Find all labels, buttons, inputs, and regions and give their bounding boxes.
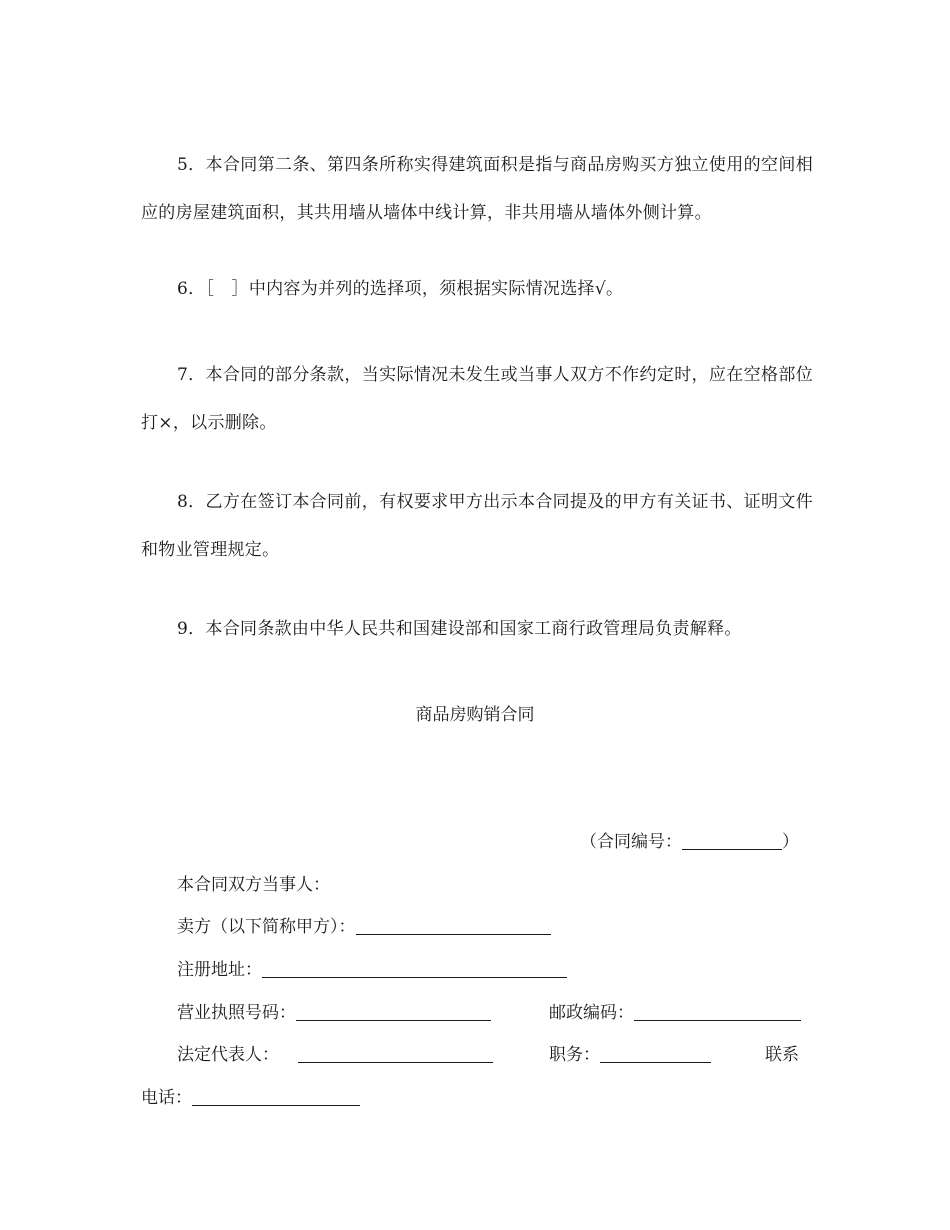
position-line bbox=[549, 1043, 711, 1067]
clause-9: 9．本合同条款由中华人民共和国建设部和国家工商行政管理局负责解释。 bbox=[177, 619, 742, 639]
legal-rep-line bbox=[177, 1043, 493, 1067]
phone-line bbox=[141, 1086, 360, 1110]
contract-number-label: （合同编号： bbox=[580, 832, 682, 852]
position-label: 职务： bbox=[549, 1045, 600, 1065]
clause-7: 7．本合同的部分条款，当实际情况未发生或当事人双方不作约定时，应在空格部位打×，以示删除。 bbox=[141, 365, 813, 433]
clause-5: 5．本合同第二条、第四条所称实得建筑面积是指与商品房购买方独立使用的空间相应的房屋建筑面积，其共用墙从墙体中线计算，非共用墙从墙体外侧计算。 bbox=[141, 155, 813, 223]
parties-label: 本合同双方当事人： bbox=[177, 875, 330, 895]
address-label: 注册地址： bbox=[177, 960, 262, 980]
postcode-label: 邮政编码： bbox=[549, 1003, 634, 1023]
legal-rep-field[interactable] bbox=[298, 1044, 493, 1063]
postcode-field[interactable] bbox=[634, 1002, 801, 1021]
clause-8: 8．乙方在签订本合同前，有权要求甲方出示本合同提及的甲方有关证书、证明文件和物业管理规定。 bbox=[141, 492, 813, 560]
contract-number-line bbox=[580, 830, 799, 854]
seller-field[interactable] bbox=[356, 916, 551, 935]
license-label: 营业执照号码： bbox=[177, 1003, 296, 1023]
legal-rep-label: 法定代表人： bbox=[177, 1045, 279, 1065]
contract-number-field[interactable] bbox=[682, 831, 782, 850]
clause-6: 6．［ ］中内容为并列的选择项，须根据实际情况选择√。 bbox=[177, 279, 624, 299]
contact-label-part2: 电话： bbox=[141, 1088, 192, 1108]
seller-line bbox=[177, 915, 551, 939]
license-line bbox=[177, 1001, 491, 1025]
contract-number-close: ） bbox=[782, 832, 799, 852]
postcode-line bbox=[549, 1001, 801, 1025]
contract-title: 商品房购销合同 bbox=[415, 705, 535, 725]
contact-label-part1: 联系 bbox=[765, 1045, 799, 1065]
seller-label: 卖方（以下简称甲方）： bbox=[177, 917, 356, 937]
license-field[interactable] bbox=[296, 1002, 491, 1021]
phone-field[interactable] bbox=[192, 1087, 360, 1106]
address-field[interactable] bbox=[262, 959, 567, 978]
position-field[interactable] bbox=[600, 1044, 711, 1063]
address-line bbox=[177, 958, 567, 982]
